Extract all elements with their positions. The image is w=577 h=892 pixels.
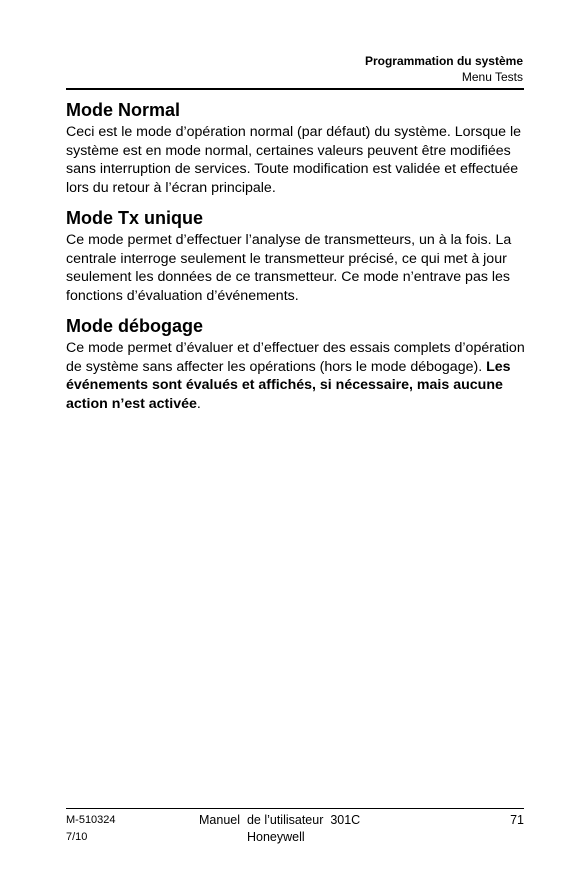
brand-name: Honeywell [247,830,305,844]
section-mode-tx-unique [66,206,528,305]
header-rule [66,88,524,90]
doc-number: M-510324 [66,814,116,826]
footer-center [199,812,360,846]
doc-date: 7/10 [66,831,88,843]
body-bold-text: Les événements sont évalués et affichés, si nécessaire, mais aucune action n’est activée [66,358,511,412]
page-header [365,53,523,85]
chapter-title: Programmation du système [364,54,523,68]
page-content [66,98,528,422]
section-title: Mode débogage [66,316,204,336]
section-body [66,339,528,413]
page-number: 71 [510,813,524,827]
footer-left [66,812,116,846]
footer-rule [66,808,524,809]
body-text: Ce mode permet d’évaluer et d’effectuer des essais complets d’opération de système sans affecter les opérations (hors le mode débogage). [66,340,525,375]
section-subtitle: Menu Tests [461,70,523,84]
section-body: Ce mode permet d’effectuer l’analyse de transmetteurs, un à la fois. La centrale interroge seulement le transmetteur précisé, ce qui met à jour seulement les données de ce transmetteur. Ce mode n’entrave pas les fonctions d’évaluation d’événements. [66,232,512,304]
section-title: Mode Normal [66,100,181,120]
section-body: Ceci est le mode d’opération normal (par défaut) du système. Lorsque le système est en mode normal, certaines valeurs peuvent être modifiées sans interruption de services. Toute modification est validée et effectuée lors du retour à l’écran principale. [66,124,522,196]
section-mode-normal [66,98,528,197]
page-footer [66,812,524,852]
section-title: Mode Tx unique [66,208,203,228]
section-mode-debogage [66,314,528,413]
body-end: . [196,395,201,412]
manual-title: Manuel de l’utilisateur 301C [199,813,361,827]
